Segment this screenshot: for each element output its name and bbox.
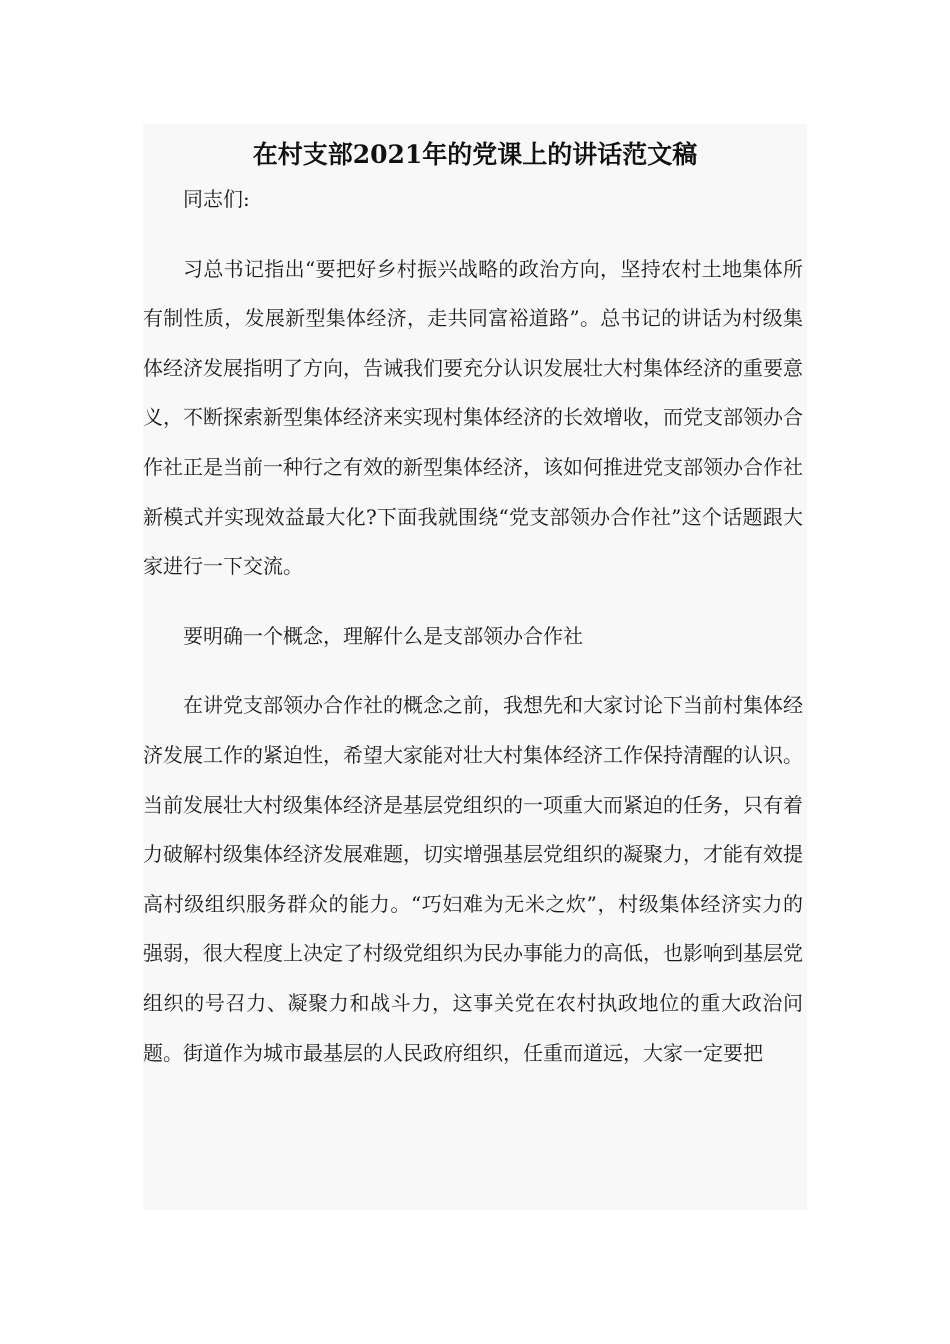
document-page: [143, 124, 807, 1210]
body-paragraph-intro: 习总书记指出“要把好乡村振兴战略的政治方向，坚持农村土地集体所有制性质，发展新型集体经济，走共同富裕道路”。总书记的讲话为村级集体经济发展指明了方向，告诫我们要充分认识发展壮大村集体经济的重要意义，不断探索新型集体经济来实现村集体经济的长效增收，而党支部领办合作社正是当前一种行之有效的新型集体经济，该如何推进党支部领办合作社新模式并实现效益最大化?下面我就围绕“党支部领办合作社”这个话题跟大家进行一下交流。: [143, 256, 803, 579]
paragraph-gap: [143, 225, 803, 245]
paragraph-gap: [143, 661, 803, 681]
document-body: [143, 175, 803, 1078]
section-heading: 要明确一个概念，理解什么是支部领办合作社: [183, 623, 583, 648]
document-title: 在村支部2021年的党课上的讲话范文稿: [252, 140, 698, 169]
paragraph-gap: [143, 592, 803, 612]
body-paragraph-concept: 在讲党支部领办合作社的概念之前，我想先和大家讨论下当前村集体经济发展工作的紧迫性，希望大家能对壮大村集体经济工作保持清醒的认识。当前发展壮大村级集体经济是基层党组织的一项重大而紧迫的任务，只有着力破解村级集体经济发展难题，切实增强基层党组织的凝聚力，才能有效提高村级组织服务群众的能力。“巧妇难为无米之炊”，村级集体经济实力的强弱，很大程度上决定了村级党组织为民办事能力的高低，也影响到基层党组织的号召力、凝聚力和战斗力，这事关党在农村执政地位的重大政治问题。街道作为城市最基层的人民政府组织，任重而道远，大家一定要把: [143, 693, 803, 1065]
salutation-paragraph: 同志们:: [183, 187, 250, 211]
